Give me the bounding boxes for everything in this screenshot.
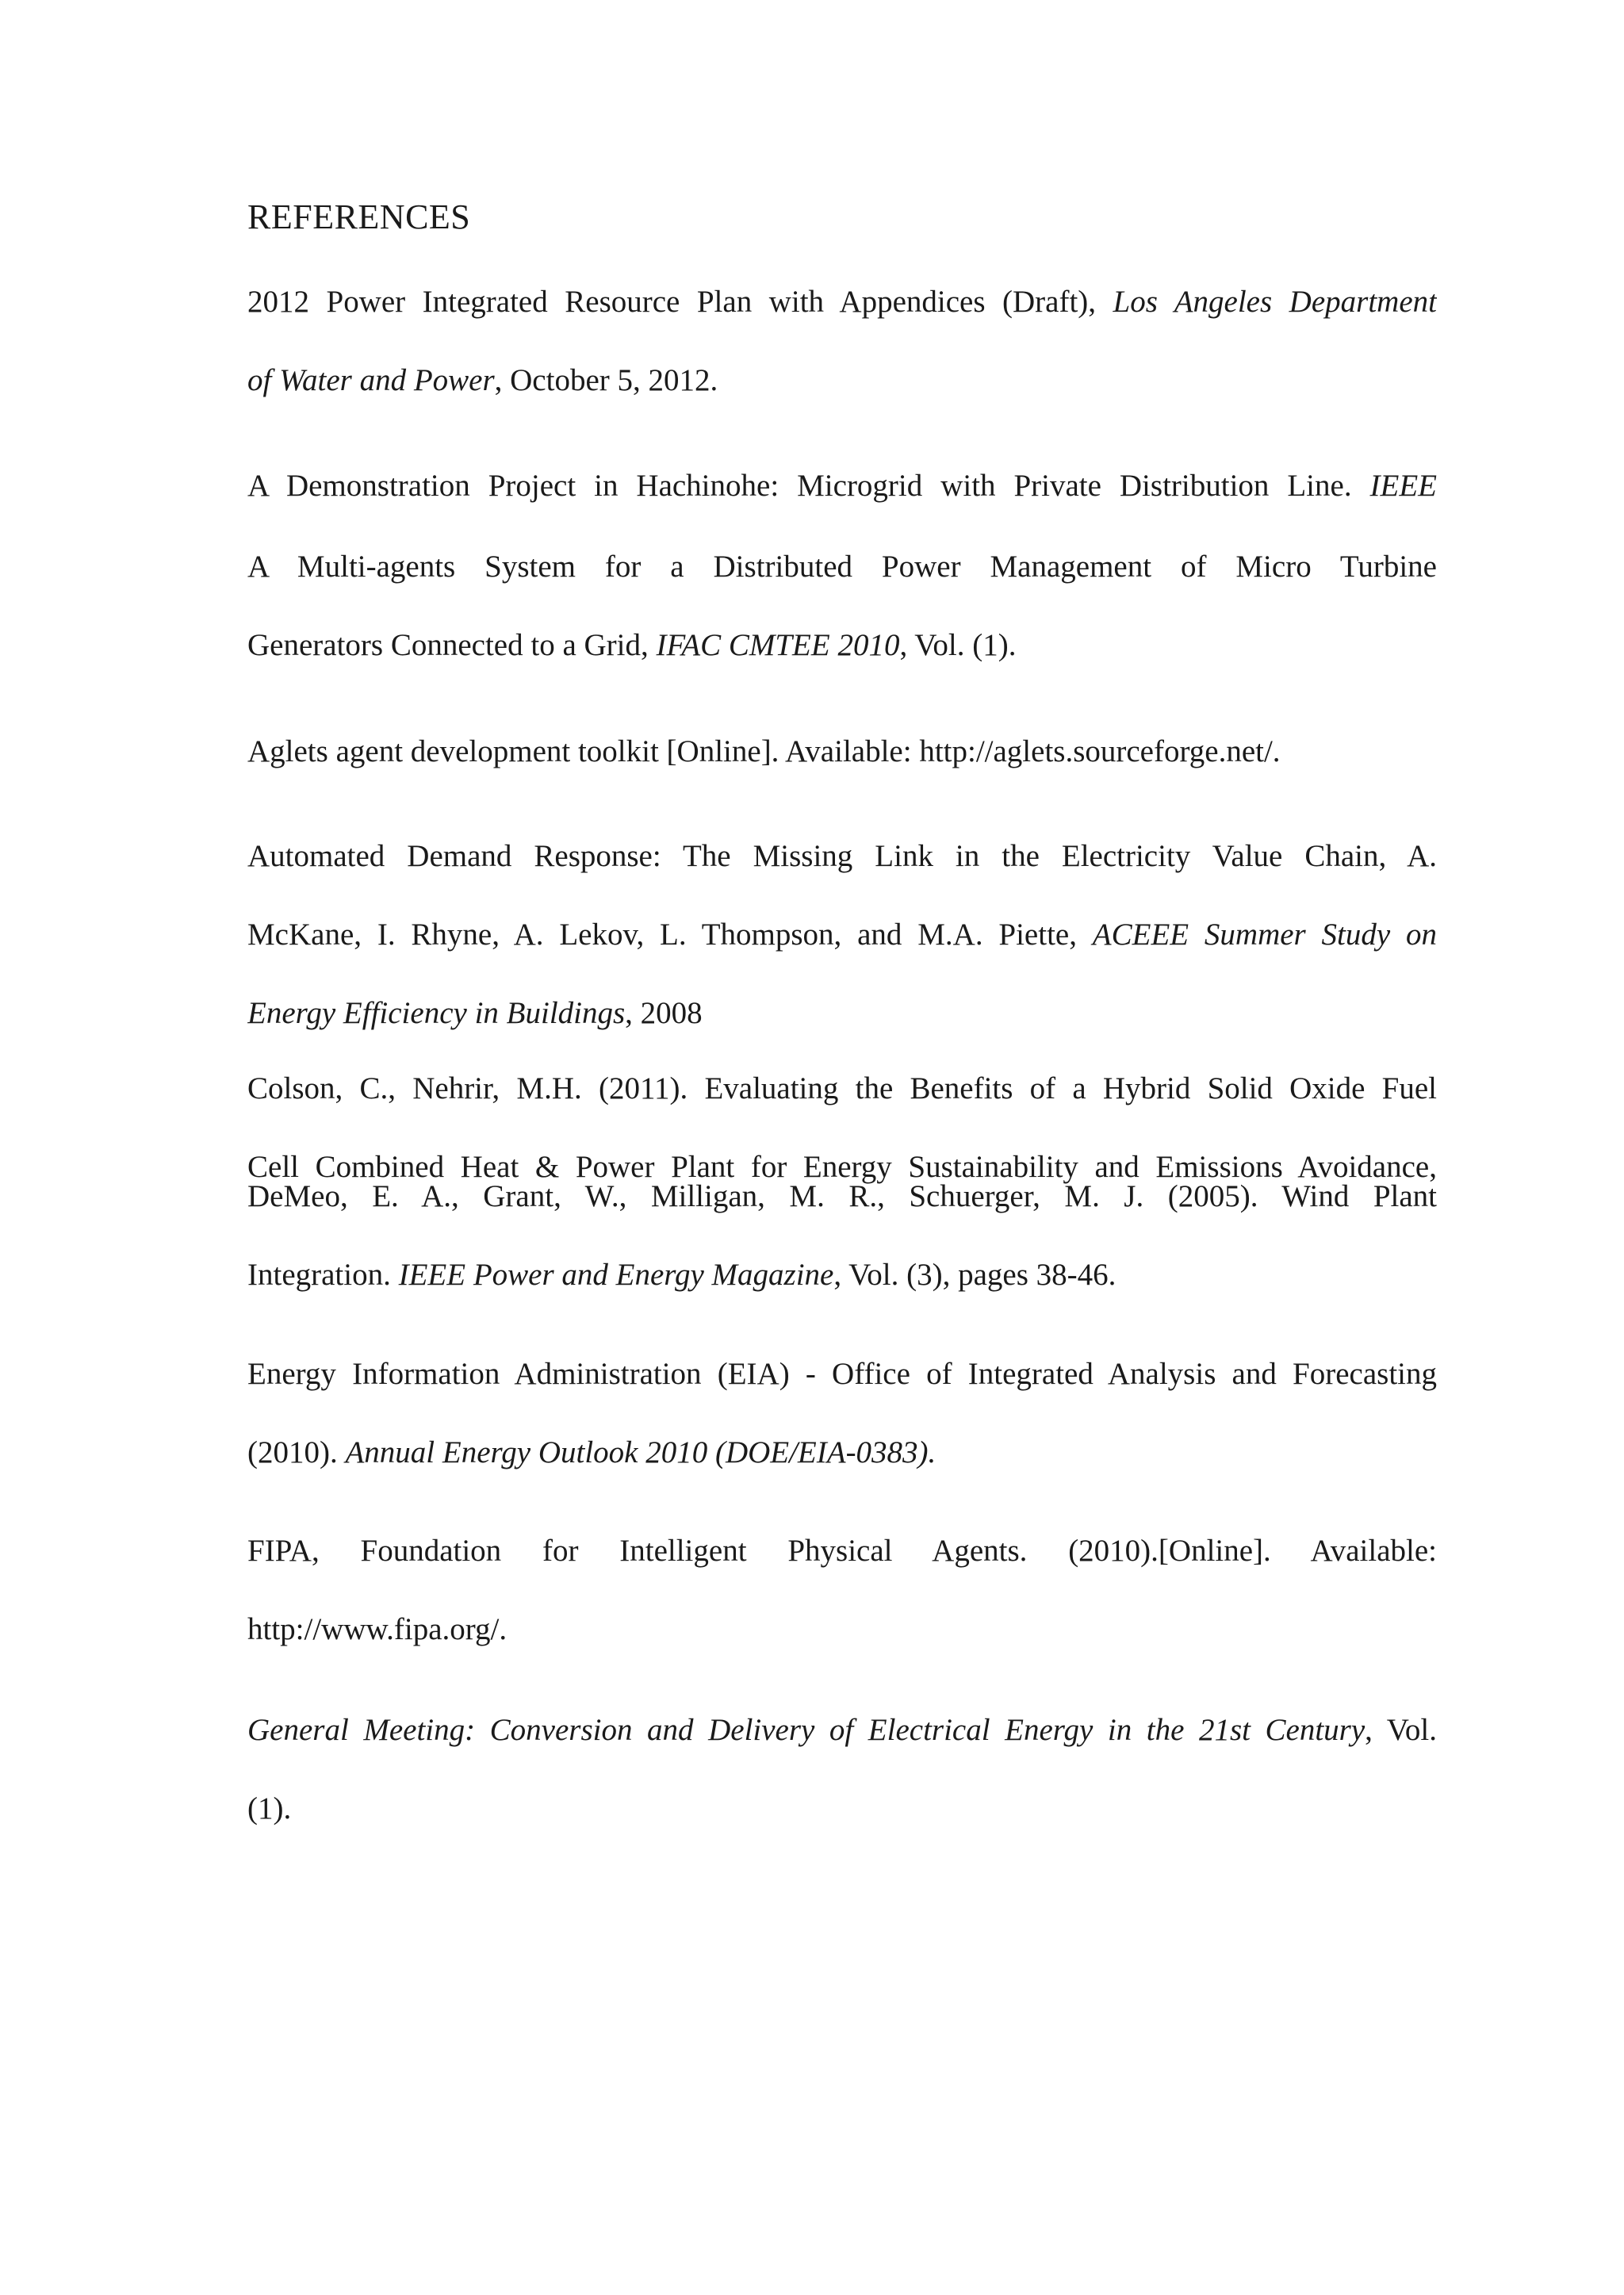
reference-entry xyxy=(247,446,1437,525)
reference-line xyxy=(247,712,1437,791)
reference-entry xyxy=(247,817,1437,1052)
reference-line xyxy=(247,1335,1437,1413)
reference-text: Cell Combined Heat & Power Plant for Energy Sustainability and Emissions Avoidance, xyxy=(247,1150,1437,1184)
reference-italic-text: IEEE Power and Energy Magazine xyxy=(398,1258,834,1292)
reference-text: http://www.fipa.org/. xyxy=(247,1612,508,1646)
reference-italic-text: IFAC CMTEE 2010 xyxy=(656,628,900,662)
reference-line xyxy=(247,1769,1437,1848)
reference-text: Aglets agent development toolkit [Online]. Available: http://aglets.sourceforge.net/. xyxy=(247,734,1281,768)
reference-entry xyxy=(247,262,1437,420)
reference-italic-text: Annual Energy Outlook 2010 (DOE/EIA-0383). xyxy=(345,1435,936,1469)
reference-text: DeMeo, E. A., Grant, W., Milligan, M. R., Schuerger, M. J. (2005). Wind Plant xyxy=(247,1179,1437,1213)
reference-text: Generators Connected to a Grid, xyxy=(247,628,657,662)
reference-text: (2010). xyxy=(247,1435,346,1469)
reference-entry xyxy=(247,1157,1437,1314)
reference-line xyxy=(247,1236,1437,1314)
reference-italic-text: ACEEE Summer Study on xyxy=(1092,918,1437,952)
reference-italic-text: of Water and Power xyxy=(247,363,495,397)
reference-line xyxy=(247,1590,1437,1669)
reference-line xyxy=(247,1049,1437,1128)
reference-text: A Multi-agents System for a Distributed Power Management of Micro Turbine xyxy=(247,550,1437,584)
reference-line xyxy=(247,606,1437,684)
reference-italic-text: IEEE xyxy=(1369,469,1437,503)
reference-text: 2012 Power Integrated Resource Plan with Appendices (Draft), xyxy=(247,285,1113,319)
reference-line xyxy=(247,895,1437,974)
reference-italic-text: General Meeting: Conversion and Delivery of Electrical Energy in the 21st Century xyxy=(247,1713,1365,1747)
reference-italic-text: Energy Efficiency in Buildings xyxy=(247,996,626,1030)
reference-text: (1). xyxy=(247,1791,292,1826)
reference-line xyxy=(247,262,1437,341)
reference-text: , Vol. xyxy=(1365,1713,1437,1747)
reference-italic-text: Los Angeles Department xyxy=(1113,285,1437,319)
reference-line xyxy=(247,1511,1437,1590)
reference-text: Automated Demand Response: The Missing Link in the Electricity Value Chain, A. xyxy=(247,839,1437,873)
reference-text: , Vol. (3), pages 38-46. xyxy=(833,1258,1116,1292)
reference-entry xyxy=(247,1691,1437,1848)
reference-line xyxy=(247,341,1437,420)
reference-line xyxy=(247,974,1437,1052)
reference-text: Colson, C., Nehrir, M.H. (2011). Evaluating the Benefits of a Hybrid Solid Oxide Fuel xyxy=(247,1071,1437,1105)
reference-text: McKane, I. Rhyne, A. Lekov, L. Thompson, and M.A. Piette, xyxy=(247,918,1093,952)
reference-entry xyxy=(247,527,1437,684)
reference-line xyxy=(247,1157,1437,1236)
reference-line xyxy=(247,527,1437,606)
reference-text: , Vol. (1). xyxy=(899,628,1017,662)
reference-text: , 2008 xyxy=(625,996,703,1030)
reference-line xyxy=(247,1413,1437,1492)
reference-text: FIPA, Foundation for Intelligent Physical Agents. (2010).[Online]. Available: xyxy=(247,1534,1437,1568)
reference-text: , October 5, 2012. xyxy=(494,363,718,397)
reference-text: A Demonstration Project in Hachinohe: Microgrid with Private Distribution Line. xyxy=(247,469,1370,503)
reference-text: Integration. xyxy=(247,1258,399,1292)
reference-entry xyxy=(247,1511,1437,1669)
reference-line xyxy=(247,817,1437,895)
reference-line xyxy=(247,446,1437,525)
reference-entry xyxy=(247,712,1437,791)
reference-line xyxy=(247,1691,1437,1769)
reference-entry xyxy=(247,1335,1437,1492)
references-heading: REFERENCES xyxy=(247,197,471,236)
reference-text: Energy Information Administration (EIA) - Office of Integrated Analysis and Forecasting xyxy=(247,1357,1437,1391)
